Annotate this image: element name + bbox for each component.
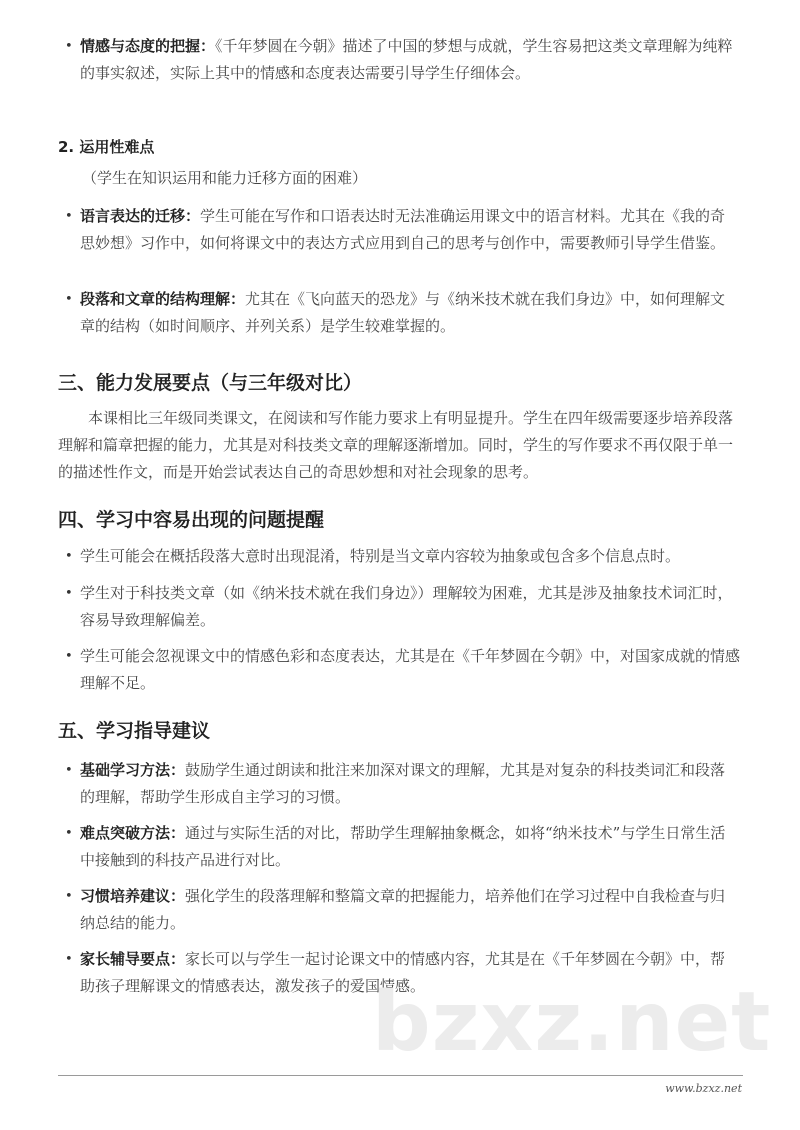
bullet-icon: •	[65, 763, 73, 778]
bullet-issue-1	[65, 543, 740, 570]
section-3-paragraph: 本课相比三年级同类课文，在阅读和写作能力要求上有明显提升。学生在四年级需要逐步培养段落理解和篇章把握的能力，尤其是对科技类文章的理解逐渐增加。同时，学生的写作要求不再仅限于单一的描述性作文，而是开始尝试表达自己的奇思妙想和对社会现象的思考。	[58, 409, 734, 481]
bullet-icon: •	[65, 209, 73, 224]
subsection-note: （学生在知识运用和能力迁移方面的困难）	[82, 169, 368, 187]
bullet-text: 学生可能会在概括段落大意时出现混淆，特别是当文章内容较为抽象或包含多个信息点时。	[80, 547, 681, 565]
section-title-3: 三、能力发展要点（与三年级对比）	[58, 372, 363, 394]
bullet-icon: •	[65, 292, 73, 307]
bullet-icon: •	[65, 549, 73, 564]
bullet-label: 难点突破方法：	[80, 824, 186, 842]
bullet-issue-3	[65, 643, 741, 697]
footer-url: www.bzxz.net	[665, 1082, 742, 1095]
bullet-text: 学生对于科技类文章（如《纳米技术就在我们身边》）理解较为困难，尤其是涉及抽象技术词汇时，容易导致理解偏差。	[80, 584, 733, 629]
bullet-label: 情感与态度的把握：	[80, 37, 216, 55]
bullet-difficulty-method	[65, 820, 740, 874]
bullet-label: 段落和文章的结构理解：	[80, 290, 246, 308]
bullet-text: 强化学生的段落理解和整篇文章的把握能力，培养他们在学习过程中自我检查与归纳总结的能力。	[80, 887, 726, 932]
bullet-text: 学生可能在写作和口语表达时无法准确运用课文中的语言材料。尤其在《我的奇思妙想》习作中，如何将课文中的表达方式应用到自己的思考与创作中，需要教师引导学生借鉴。	[80, 207, 726, 252]
bullet-structure-understanding	[65, 286, 740, 340]
bullet-text: 通过与实际生活的对比，帮助学生理解抽象概念，如将“纳米技术”与学生日常生活中接触到的科技产品进行对比。	[80, 824, 726, 869]
bullet-icon: •	[65, 39, 73, 54]
bullet-text: 《千年梦圆在今朝》描述了中国的梦想与成就，学生容易把这类文章理解为纯粹的事实叙述，实际上其中的情感和态度表达需要引导学生仔细体会。	[80, 37, 733, 82]
bullet-icon: •	[65, 952, 73, 967]
bullet-basic-method	[65, 757, 740, 811]
bullet-habit-suggestion	[65, 883, 740, 937]
bullet-text: 家长可以与学生一起讨论课文中的情感内容，尤其是在《千年梦圆在今朝》中，帮助孩子理解课文的情感表达，激发孩子的爱国情感。	[80, 950, 726, 995]
subsection-title: 2. 运用性难点	[58, 138, 155, 156]
bullet-language-transfer	[65, 203, 740, 257]
footer-divider	[58, 1075, 743, 1076]
bullet-icon: •	[65, 889, 73, 904]
bullet-text: 尤其在《飞向蓝天的恐龙》与《纳米技术就在我们身边》中，如何理解文章的结构（如时间顺序、并列关系）是学生较难掌握的。	[80, 290, 726, 335]
bullet-text: 鼓励学生通过朗读和批注来加深对课文的理解，尤其是对复杂的科技类词汇和段落的理解，帮助学生形成自主学习的习惯。	[80, 761, 726, 806]
bullet-text: 学生可能会忽视课文中的情感色彩和态度表达，尤其是在《千年梦圆在今朝》中，对国家成就的情感理解不足。	[80, 647, 741, 692]
bullet-icon: •	[65, 826, 73, 841]
section-title-5: 五、学习指导建议	[58, 720, 211, 742]
bullet-label: 语言表达的迁移：	[80, 207, 201, 225]
watermark: bzxz.net	[372, 975, 772, 1070]
bullet-label: 基础学习方法：	[80, 761, 186, 779]
bullet-label: 家长辅导要点：	[80, 950, 186, 968]
bullet-label: 习惯培养建议：	[80, 887, 186, 905]
bullet-issue-2	[65, 580, 740, 634]
section-title-4: 四、学习中容易出现的问题提醒	[58, 509, 325, 531]
bullet-icon: •	[65, 586, 73, 601]
bullet-emotion-attitude	[65, 33, 740, 87]
bullet-icon: •	[65, 649, 73, 664]
